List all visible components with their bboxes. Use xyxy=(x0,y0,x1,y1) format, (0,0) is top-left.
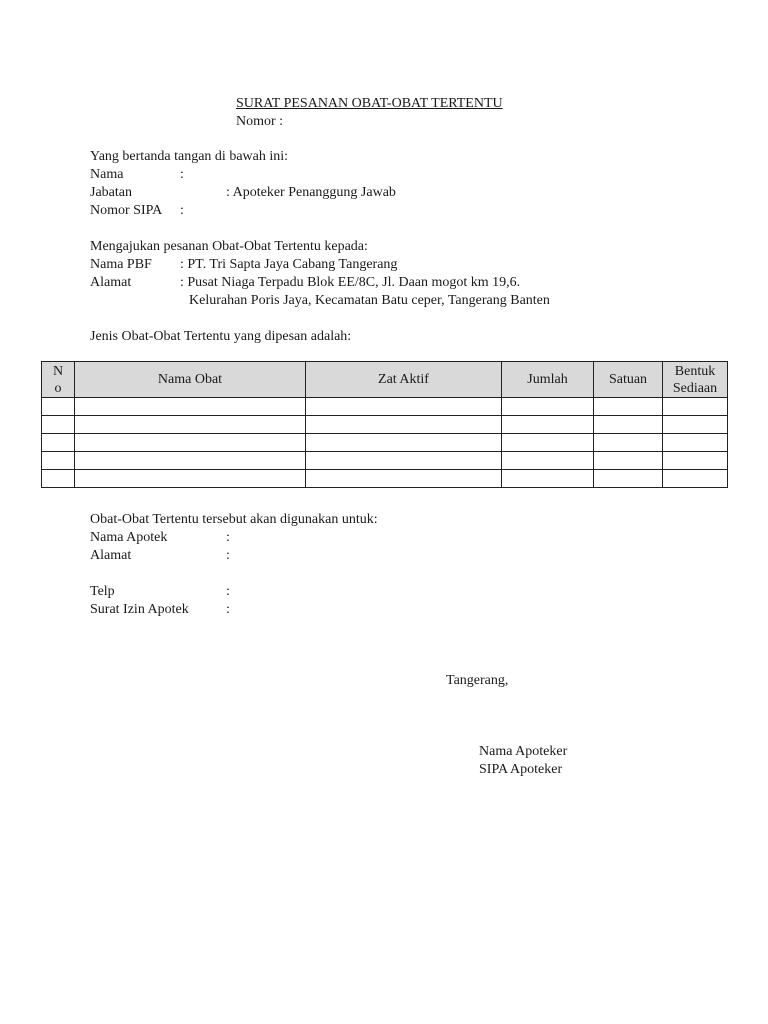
pharmacy-address-label: Alamat xyxy=(90,548,132,563)
document-number: Nomor : xyxy=(236,114,284,129)
signer-sipa-label: Nomor SIPA xyxy=(90,203,163,218)
column-header-no-line1: N xyxy=(52,363,64,379)
signer-sipa-colon: : xyxy=(180,203,184,218)
pharmacy-license-label: Surat Izin Apotek xyxy=(90,602,189,617)
column-header-satuan: Satuan xyxy=(594,362,663,398)
document-title: SURAT PESANAN OBAT-OBAT TERTENTU xyxy=(236,96,503,111)
pharmacy-name-colon: : xyxy=(226,530,230,545)
pharmacy-phone-label: Telp xyxy=(90,584,115,599)
supplier-address-label: Alamat xyxy=(90,275,132,290)
table-cell xyxy=(502,434,594,452)
table-cell xyxy=(42,416,75,434)
pharmacy-phone-colon: : xyxy=(226,584,230,599)
table-cell xyxy=(663,452,728,470)
pharmacist-sipa: SIPA Apoteker xyxy=(479,762,563,777)
table-cell xyxy=(75,416,306,434)
column-header-bentuk-line2: Sediaan xyxy=(672,380,718,396)
order-intro: Jenis Obat-Obat Tertentu yang dipesan adalah: xyxy=(90,329,352,344)
table-cell xyxy=(594,452,663,470)
table-row xyxy=(42,434,728,452)
table-cell xyxy=(42,434,75,452)
table-cell xyxy=(306,470,502,488)
table-cell xyxy=(594,416,663,434)
supplier-pbf-value: : PT. Tri Sapta Jaya Cabang Tangerang xyxy=(180,257,398,272)
table-cell xyxy=(594,398,663,416)
table-row xyxy=(42,470,728,488)
table-cell xyxy=(502,470,594,488)
table-cell xyxy=(502,452,594,470)
table-row xyxy=(42,398,728,416)
table-cell xyxy=(75,452,306,470)
table-cell xyxy=(306,452,502,470)
table-cell xyxy=(75,470,306,488)
signer-position-value: : Apoteker Penanggung Jawab xyxy=(226,185,396,200)
order-table-header-row xyxy=(42,362,728,398)
table-cell xyxy=(75,398,306,416)
table-cell xyxy=(594,434,663,452)
table-cell xyxy=(663,398,728,416)
table-cell xyxy=(42,398,75,416)
column-header-jumlah: Jumlah xyxy=(502,362,594,398)
supplier-pbf-label: Nama PBF xyxy=(90,257,152,272)
table-cell xyxy=(42,452,75,470)
signer-position-label: Jabatan xyxy=(90,185,132,200)
column-header-bentuk-line1: Bentuk xyxy=(674,363,716,379)
table-cell xyxy=(663,470,728,488)
table-cell xyxy=(594,470,663,488)
column-header-no-line2: o xyxy=(54,380,62,396)
signer-intro: Yang bertanda tangan di bawah ini: xyxy=(90,149,289,164)
table-cell xyxy=(663,416,728,434)
supplier-address-line2: Kelurahan Poris Jaya, Kecamatan Batu ceper, Tangerang Banten xyxy=(189,293,550,308)
closing-place: Tangerang, xyxy=(446,673,509,688)
column-header-nama-obat: Nama Obat xyxy=(75,362,306,398)
signer-name-label: Nama xyxy=(90,167,124,182)
table-cell xyxy=(42,470,75,488)
supplier-intro: Mengajukan pesanan Obat-Obat Tertentu kepada: xyxy=(90,239,368,254)
pharmacy-name-label: Nama Apotek xyxy=(90,530,168,545)
column-header-zat-aktif: Zat Aktif xyxy=(306,362,502,398)
column-header-no xyxy=(42,362,75,398)
table-cell xyxy=(663,434,728,452)
pharmacy-address-colon: : xyxy=(226,548,230,563)
table-cell xyxy=(306,398,502,416)
pharmacy-intro: Obat-Obat Tertentu tersebut akan digunakan untuk: xyxy=(90,512,378,527)
signer-name-colon: : xyxy=(180,167,184,182)
order-table xyxy=(41,361,728,488)
column-header-bentuk-sediaan xyxy=(663,362,728,398)
table-cell xyxy=(502,398,594,416)
table-cell xyxy=(75,434,306,452)
table-row xyxy=(42,452,728,470)
table-cell xyxy=(502,416,594,434)
table-cell xyxy=(306,416,502,434)
table-cell xyxy=(306,434,502,452)
pharmacy-license-colon: : xyxy=(226,602,230,617)
pharmacist-name: Nama Apoteker xyxy=(479,744,568,759)
table-row xyxy=(42,416,728,434)
supplier-address-line1: : Pusat Niaga Terpadu Blok EE/8C, Jl. Daan mogot km 19,6. xyxy=(180,275,521,290)
